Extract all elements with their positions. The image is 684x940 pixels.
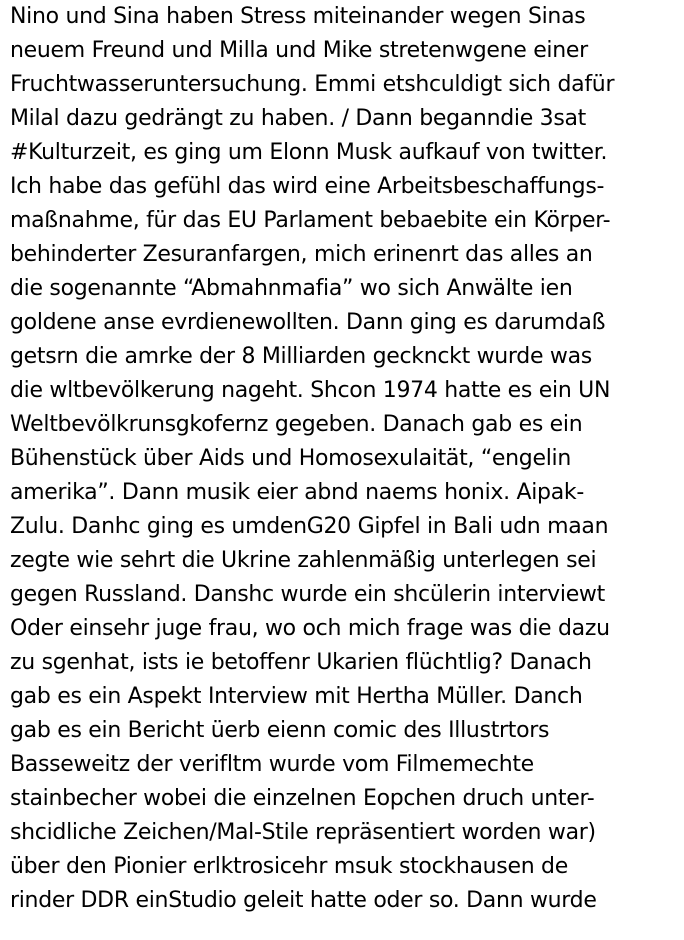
text-line: die wltbevölkerung nageht. Shcon 1974 hatte es ein UN xyxy=(10,378,611,403)
text-line: gab es ein Aspekt Interview mit Hertha Müller. Danch xyxy=(10,684,583,709)
text-line: behinderter Zesuranfargen, mich erinenrt das alles an xyxy=(10,242,593,267)
text-line: Ich habe das gefühl das wird eine Arbeitsbeschaffungs- xyxy=(10,174,605,199)
text-line: rinder DDR einStudio geleit hatte oder so. Dann wurde xyxy=(10,888,597,913)
body-text xyxy=(10,0,684,918)
text-line: gab es ein Bericht üerb eienn comic des Illustrtors xyxy=(10,718,550,743)
text-line: Oder einsehr juge frau, wo och mich frage was die dazu xyxy=(10,616,610,641)
text-line: Bühenstück über Aids und Homosexulaität, “engelin xyxy=(10,446,571,471)
text-line: #Kulturzeit, es ging um Elonn Musk aufkauf von twitter. xyxy=(10,140,608,165)
text-line: stainbecher wobei die einzelnen Eopchen druch unter- xyxy=(10,786,595,811)
text-line: Zulu. Danhc ging es umdenG20 Gipfel in Bali udn maan xyxy=(10,514,609,539)
text-line: Weltbevölkrunsgkofernz gegeben. Danach gab es ein xyxy=(10,412,583,437)
text-line: amerika”. Dann musik eier abnd naems honix. Aipak- xyxy=(10,480,584,505)
text-line: Fruchtwasseruntersuchung. Emmi etshculdigt sich dafür xyxy=(10,72,615,97)
text-line: Milal dazu gedrängt zu haben. / Dann beganndie 3sat xyxy=(10,106,586,131)
text-line: neuem Freund und Milla und Mike stretenwgene einer xyxy=(10,38,588,63)
text-line: goldene anse evrdienewollten. Dann ging es darumdaß xyxy=(10,310,606,335)
text-line: gegen Russland. Danshc wurde ein shcülerin interviewt xyxy=(10,582,605,607)
text-line: shcidliche Zeichen/Mal-Stile repräsentiert worden war) xyxy=(10,820,596,845)
text-line: die sogenannte “Abmahnmafia” wo sich Anwälte ien xyxy=(10,276,573,301)
text-line: maßnahme, für das EU Parlament bebaebite ein Körper- xyxy=(10,208,611,233)
text-line: Basseweitz der verifltm wurde vom Filmemechte xyxy=(10,752,534,777)
text-line: zu sgenhat, ists ie betoffenr Ukarien flüchtlig? Danach xyxy=(10,650,592,675)
text-line: zegte wie sehrt die Ukrine zahlenmäßig unterlegen sei xyxy=(10,548,597,573)
text-line: getsrn die amrke der 8 Milliarden gecknckt wurde was xyxy=(10,344,592,369)
text-line: über den Pionier erlktrosicehr msuk stockhausen de xyxy=(10,854,568,879)
text-line: Nino und Sina haben Stress miteinander wegen Sinas xyxy=(10,4,586,29)
